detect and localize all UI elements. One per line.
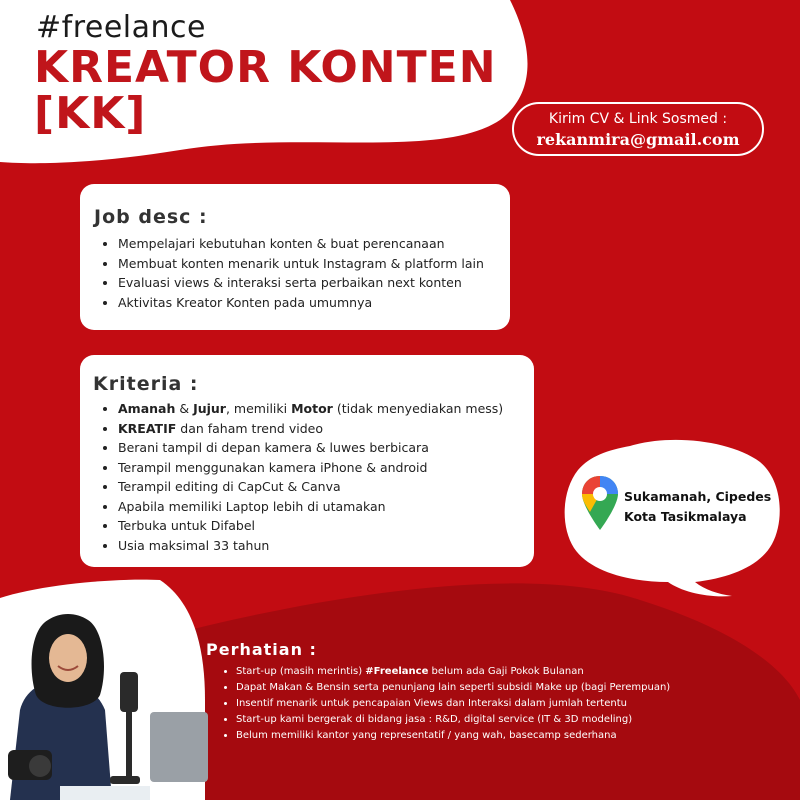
- contact-box: [512, 102, 764, 156]
- page-title-code: [KK]: [34, 88, 147, 139]
- bold-text: KREATIF: [118, 420, 177, 436]
- text: belum ada Gaji Pokok Bulanan: [428, 666, 584, 677]
- text: (tidak menyediakan mess): [332, 401, 504, 416]
- list-item: • Berani tampil di depan kamera & luwes berbicara: [118, 438, 503, 458]
- bold-text: Jujur: [193, 401, 226, 416]
- location-line1: Sukamanah, Cipedes: [624, 489, 772, 504]
- contact-label: Kirim CV & Link Sosmed :: [548, 111, 728, 127]
- list-item: • Aktivitas Kreator Konten pada umumnya: [118, 293, 484, 313]
- kriteria-list: [96, 399, 503, 555]
- list-item: • Insentif menarik untuk pencapaian Views dan Interaksi dalam jumlah tertentu: [236, 696, 796, 712]
- kriteria-card: [80, 355, 534, 567]
- map-pin-icon: [580, 474, 620, 532]
- list-item: • Terampil editing di CapCut & Canva: [118, 477, 503, 497]
- job-desc-card: [80, 184, 510, 330]
- bold-text: #Freelance: [365, 666, 429, 677]
- list-item: • Apabila memiliki Laptop lebih di utamakan: [118, 497, 503, 517]
- list-item: • Mempelajari kebutuhan konten & buat perencanaan: [118, 234, 484, 254]
- page-title: KREATOR KONTEN: [34, 42, 497, 93]
- contact-email[interactable]: rekanmira@gmail.com: [536, 130, 740, 149]
- kriteria-heading: Kriteria :: [93, 373, 199, 395]
- list-item: • Terbuka untuk Difabel: [118, 516, 503, 536]
- list-item: • Membuat konten menarik untuk Instagram & platform lain: [118, 254, 484, 274]
- job-desc-list: [96, 234, 484, 312]
- text: Start-up (masih merintis): [236, 666, 366, 677]
- text: &: [175, 401, 194, 416]
- list-item: • Usia maksimal 33 tahun: [118, 536, 503, 556]
- list-item: [118, 399, 503, 419]
- text: dan faham trend video: [176, 420, 323, 436]
- list-item: • Dapat Makan & Bensin serta penunjang lain seperti subsidi Make up (bagi Perempuan): [236, 680, 796, 696]
- bold-text: Motor: [291, 401, 333, 416]
- list-item: • Terampil menggunakan kamera iPhone & android: [118, 458, 503, 478]
- location-text: [624, 487, 771, 527]
- list-item: [236, 664, 796, 680]
- list-item: [118, 419, 503, 439]
- list-item: • Evaluasi views & interaksi serta perbaikan next konten: [118, 273, 484, 293]
- notice-heading: Perhatian :: [206, 640, 317, 659]
- notice-list: [222, 664, 796, 744]
- photo-creator: [0, 600, 210, 800]
- location-line2: Kota Tasikmalaya: [624, 509, 747, 524]
- bold-text: Amanah: [118, 401, 176, 416]
- job-desc-heading: Job desc :: [94, 206, 208, 228]
- list-item: • Belum memiliki kantor yang representatif / yang wah, basecamp sederhana: [236, 728, 796, 744]
- text: , memiliki: [225, 401, 292, 416]
- hashtag: #freelance: [36, 10, 206, 45]
- list-item: • Start-up kami bergerak di bidang jasa : R&D, digital service (IT & 3D modeling): [236, 712, 796, 728]
